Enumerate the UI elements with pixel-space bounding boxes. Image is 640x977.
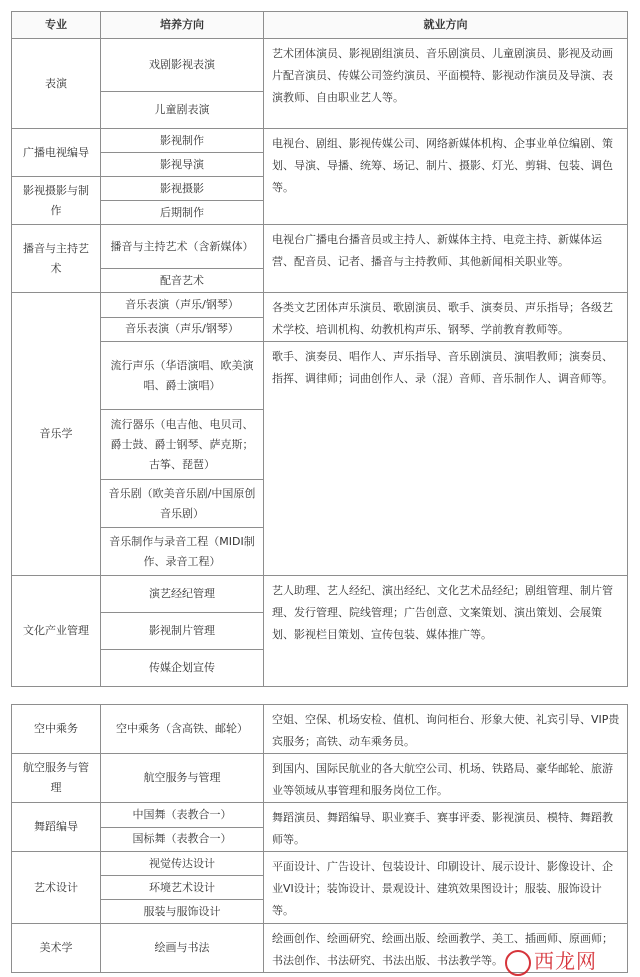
direction-cell: 中国舞（表教合一） (101, 803, 264, 828)
major-table-part2 (11, 704, 628, 973)
direction-cell: 播音与主持艺术（含新媒体） (101, 225, 264, 269)
header-direction: 培养方向 (101, 12, 264, 39)
major-cell: 舞蹈编导 (12, 803, 101, 852)
career-cell: 电视台广播电台播音员或主持人、新媒体主持、电竞主持、新媒体运营、配音员、记者、播音与主持教师、其他新闻相关职业等。 (264, 225, 628, 293)
direction-cell: 视觉传达设计 (101, 852, 264, 876)
direction-cell: 空中乘务（含高铁、邮轮） (101, 705, 264, 754)
direction-cell: 国标舞（表教合一） (101, 827, 264, 852)
direction-cell: 音乐剧（欧美音乐剧/中国原创音乐剧） (101, 480, 264, 528)
table-row (12, 293, 628, 318)
major-cell: 文化产业管理 (12, 576, 101, 687)
table-row (12, 852, 628, 876)
direction-cell: 影视制作 (101, 129, 264, 153)
table-row (12, 705, 628, 754)
table-row (12, 754, 628, 803)
table-row (12, 129, 628, 153)
direction-cell: 音乐表演（声乐/钢琴） (101, 317, 264, 342)
career-cell: 绘画创作、绘画研究、绘画出版、绘画教学、美工、插画师、原画师；书法创作、书法研究、书法出版、书法教学等。 (264, 924, 628, 973)
major-cell: 广播电视编导 (12, 129, 101, 177)
career-cell: 各类文艺团体声乐演员、歌剧演员、歌手、演奏员、声乐指导；各级艺术学校、培训机构、幼教机构声乐、钢琴、学前教育教师等。 (264, 293, 628, 342)
direction-cell: 戏剧影视表演 (101, 39, 264, 92)
header-major: 专业 (12, 12, 101, 39)
direction-cell: 配音艺术 (101, 269, 264, 293)
table-row (12, 803, 628, 828)
career-cell: 电视台、剧组、影视传媒公司、网络新媒体机构、企事业单位编剧、策划、导演、导播、统筹、场记、制片、摄影、灯光、剪辑、包装、调色等。 (264, 129, 628, 225)
direction-cell: 环境艺术设计 (101, 876, 264, 900)
major-cell: 艺术设计 (12, 852, 101, 924)
table-row (12, 225, 628, 269)
watermark-logo (505, 945, 597, 976)
direction-cell: 流行声乐（华语演唱、欧美演唱、爵士演唱） (101, 342, 264, 410)
direction-cell: 流行器乐（电吉他、电贝司、爵士鼓、爵士钢琴、萨克斯；古筝、琵琶） (101, 410, 264, 480)
direction-cell: 后期制作 (101, 201, 264, 225)
career-cell: 艺术团体演员、影视剧组演员、音乐剧演员、儿童剧演员、影视及动画片配音演员、传媒公司签约演员、平面模特、影视动作演员及导演、表演教师、自由职业艺人等。 (264, 39, 628, 129)
header-career: 就业方向 (264, 12, 628, 39)
table-row (12, 39, 628, 92)
major-cell: 音乐学 (12, 293, 101, 576)
major-cell: 空中乘务 (12, 705, 101, 754)
major-table-part1 (11, 11, 628, 687)
direction-cell: 儿童剧表演 (101, 92, 264, 129)
career-cell: 歌手、演奏员、唱作人、声乐指导、音乐剧演员、演唱教师；演奏员、指挥、调律师；词曲创作人、录（混）音师、音乐制作人、调音师等。 (264, 342, 628, 576)
direction-cell: 音乐制作与录音工程（MIDI制作、录音工程） (101, 528, 264, 576)
major-cell: 影视摄影与制作 (12, 177, 101, 225)
direction-cell: 绘画与书法 (101, 924, 264, 973)
career-cell: 舞蹈演员、舞蹈编导、职业赛手、赛事评委、影视演员、模特、舞蹈教师等。 (264, 803, 628, 852)
direction-cell: 影视制片管理 (101, 613, 264, 650)
direction-cell: 影视导演 (101, 153, 264, 177)
major-cell: 航空服务与管理 (12, 754, 101, 803)
career-cell: 到国内、国际民航业的各大航空公司、机场、铁路局、豪华邮轮、旅游业等领域从事管理和服务岗位工作。 (264, 754, 628, 803)
direction-cell: 航空服务与管理 (101, 754, 264, 803)
career-cell: 艺人助理、艺人经纪、演出经纪、文化艺术品经纪；剧组管理、制片管理、发行管理、院线管理；广告创意、文案策划、演出策划、会展策划、影视栏目策划、宣传包装、媒体推广等。 (264, 576, 628, 687)
direction-cell: 影视摄影 (101, 177, 264, 201)
logo-icon (505, 950, 531, 976)
major-cell: 表演 (12, 39, 101, 129)
table-row (12, 576, 628, 613)
career-cell: 平面设计、广告设计、包装设计、印刷设计、展示设计、影像设计、企业VI设计；装饰设计、景观设计、建筑效果图设计；服装、服饰设计等。 (264, 852, 628, 924)
direction-cell: 音乐表演（声乐/钢琴） (101, 293, 264, 318)
direction-cell: 传媒企划宣传 (101, 650, 264, 687)
table-row (12, 342, 628, 410)
career-cell: 空姐、空保、机场安检、值机、询问柜台、形象大使、礼宾引导、VIP贵宾服务；高铁、动车乘务员。 (264, 705, 628, 754)
table-header-row (12, 12, 628, 39)
major-cell: 美术学 (12, 924, 101, 973)
direction-cell: 服装与服饰设计 (101, 900, 264, 924)
major-cell: 播音与主持艺术 (12, 225, 101, 293)
direction-cell: 演艺经纪管理 (101, 576, 264, 613)
watermark-text: 西龙网 (534, 949, 597, 973)
